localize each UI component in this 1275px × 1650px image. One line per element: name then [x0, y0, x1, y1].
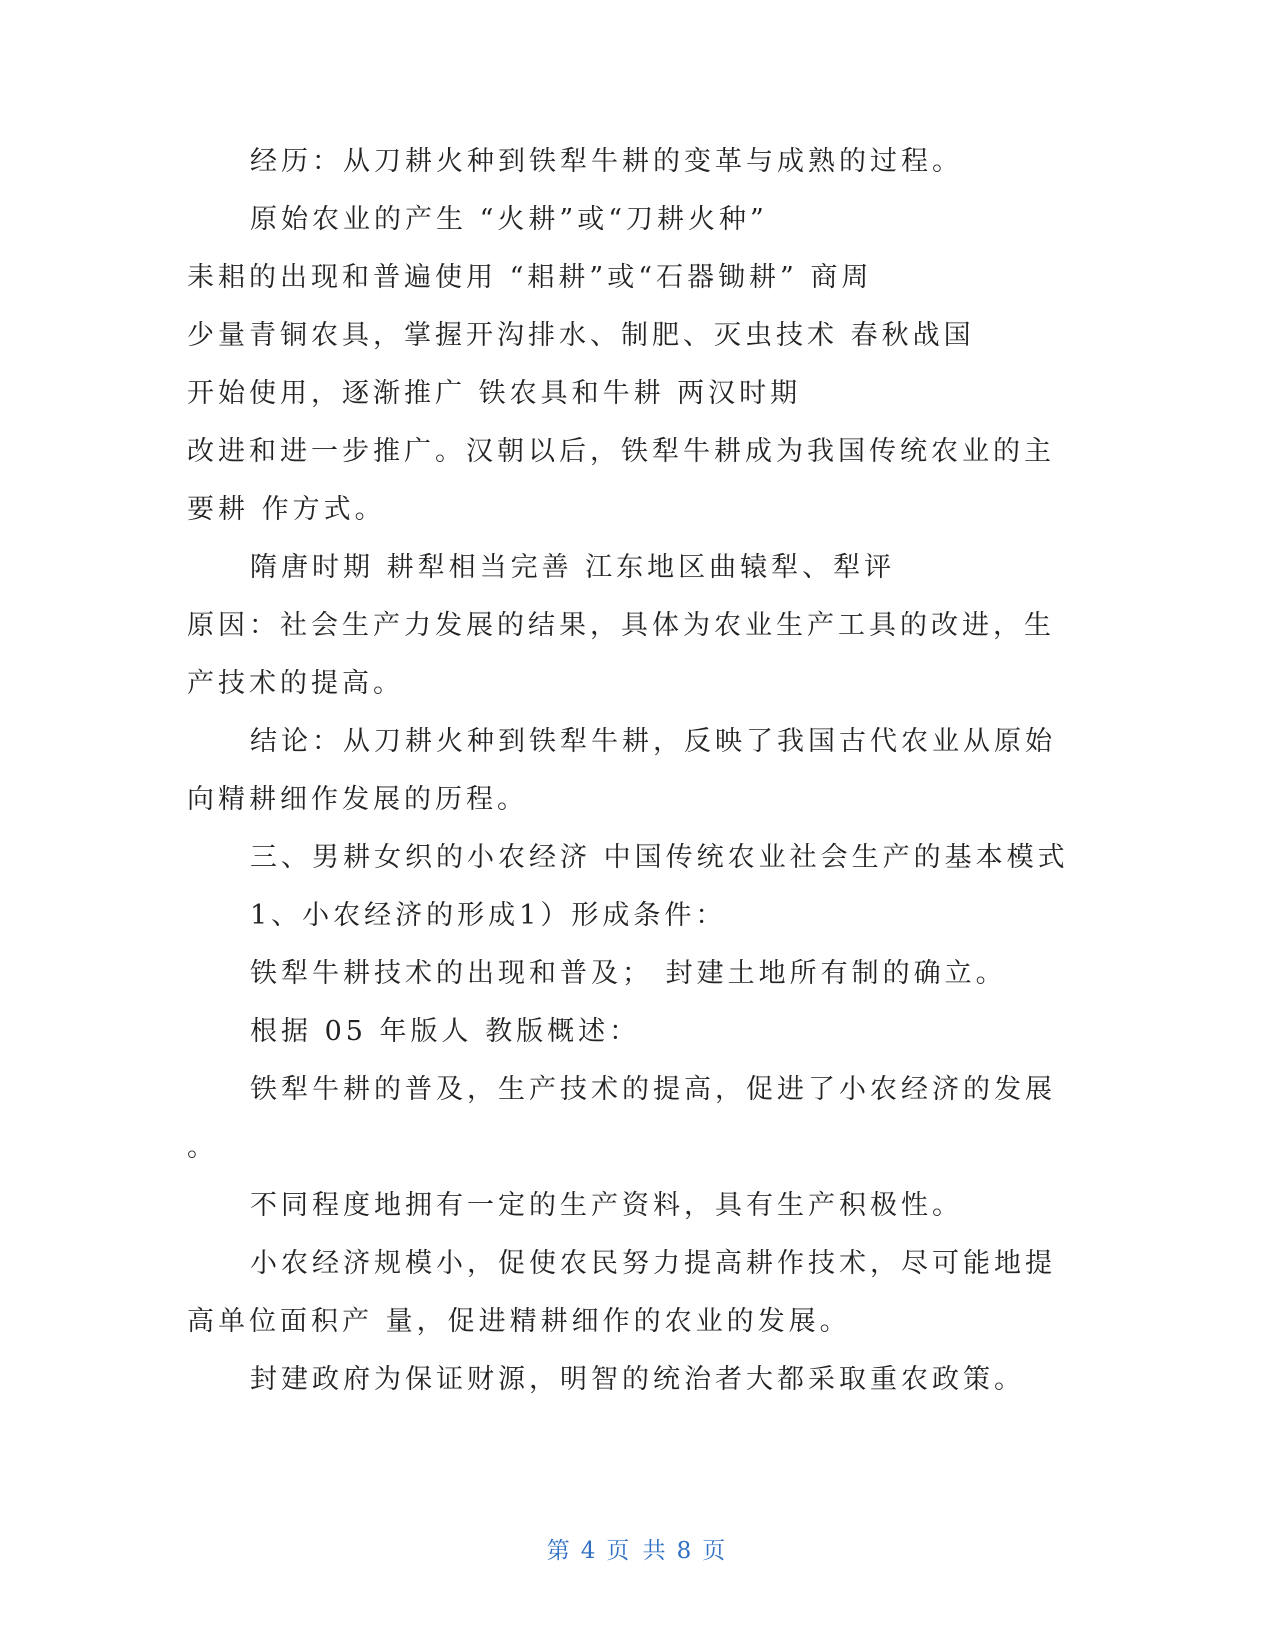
total-pages-number: 8 [676, 1538, 695, 1564]
subsection-heading: 1、小农经济的形成1）形成条件： [250, 900, 727, 931]
text-line: 经历：从刀耕火种到铁犁牛耕的变革与成熟的过程。 [250, 146, 963, 177]
text-line: 少量青铜农具，掌握开沟排水、制肥、灭虫技术 春秋战国 [187, 320, 975, 351]
text-line: 改进和进一步推广。汉朝以后，铁犁牛耕成为我国传统农业的主 [187, 436, 1055, 467]
section-heading: 三、男耕女织的小农经济 中国传统农业社会生产的基本模式 [250, 842, 1069, 873]
text-line: 开始使用，逐渐推广 铁农具和牛耕 两汉时期 [187, 378, 802, 409]
current-page-number: 4 [580, 1538, 599, 1564]
text-line: 产技术的提高。 [187, 668, 404, 699]
text-line: 封建政府为保证财源，明智的统治者大都采取重农政策。 [250, 1364, 1025, 1395]
text-line: 要耕 作方式。 [187, 494, 386, 525]
page-footer [0, 1532, 1275, 1565]
text-line: 。 [187, 1132, 218, 1163]
text-line: 根据 05 年版人 教版概述： [250, 1016, 641, 1047]
text-line: 原因：社会生产力发展的结果，具体为农业生产工具的改进，生 [187, 610, 1055, 641]
text-line: 高单位面积产 量，促进精耕细作的农业的发展。 [187, 1306, 851, 1337]
text-line: 小农经济规模小，促使农民努力提高耕作技术，尽可能地提 [250, 1248, 1056, 1279]
text-line: 不同程度地拥有一定的生产资料，具有生产积极性。 [250, 1190, 963, 1221]
text-line: 隋唐时期 耕犁相当完善 江东地区曲辕犁、犁评 [250, 552, 896, 583]
text-line: 耒耜的出现和普遍使用 “耜耕”或“石器锄耕” 商周 [187, 262, 873, 293]
text-line: 原始农业的产生 “火耕”或“刀耕火种” [250, 204, 768, 235]
text-line: 铁犁牛耕技术的出现和普及； 封建土地所有制的确立。 [250, 958, 1007, 989]
footer-label-of: 页 共 [606, 1538, 669, 1564]
footer-label-end: 页 [702, 1538, 729, 1564]
text-line: 结论：从刀耕火种到铁犁牛耕，反映了我国古代农业从原始 [250, 726, 1056, 757]
footer-label-page: 第 [546, 1538, 573, 1564]
text-line: 向精耕细作发展的历程。 [187, 784, 528, 815]
text-line: 铁犁牛耕的普及，生产技术的提高，促进了小农经济的发展 [250, 1074, 1056, 1105]
